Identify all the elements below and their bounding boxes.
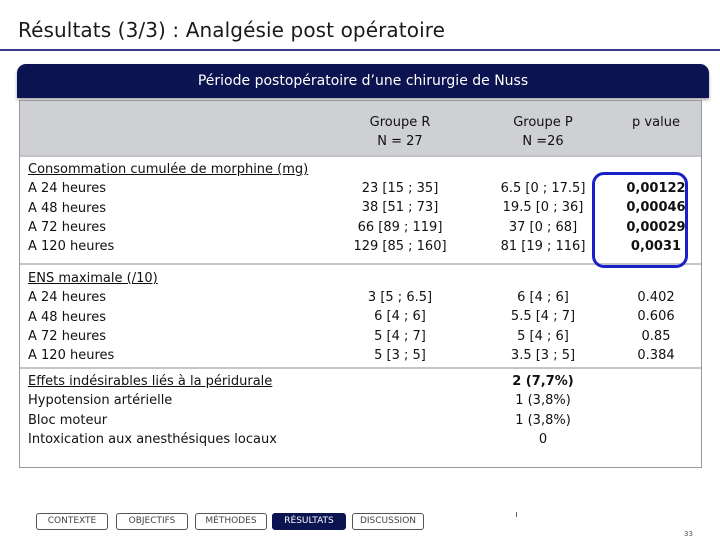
table-banner	[17, 64, 709, 98]
cell-value: 19.5 [0 ; 36]	[502, 200, 584, 216]
row-label: A 24 heures	[28, 290, 107, 306]
section-heading: ENS maximale (/10)	[28, 271, 158, 286]
cell-value: 37 [0 ; 68]	[508, 219, 578, 235]
cell-value: 0,00046	[626, 200, 686, 216]
nav-contexte[interactable]: CONTEXTE	[36, 513, 108, 530]
cell-value: 6 [4 ; 6]	[374, 309, 426, 325]
ens-p-value	[610, 288, 702, 365]
row-label: Bloc moteur	[28, 412, 108, 428]
cell-value: 1 (3,8%)	[515, 393, 571, 409]
section-effets-labels	[28, 372, 277, 449]
row-label: Intoxication aux anesthésiques locaux	[28, 431, 277, 447]
slide-title: Résultats (3/3) : Analgésie post opératoire	[18, 18, 446, 42]
section-ens-labels	[28, 269, 158, 365]
cell-value: 0,00122	[626, 181, 686, 196]
section-heading: Consommation cumulée de morphine (mg)	[28, 162, 309, 177]
p-value-highlight-box	[592, 172, 688, 268]
header-groupe-r	[338, 113, 462, 151]
cell-value: 66 [89 ; 119]	[357, 219, 443, 235]
nav-resultats[interactable]: RÉSULTATS	[272, 513, 346, 530]
cell-value: 23 [15 ; 35]	[361, 181, 439, 196]
ens-groupe-p	[482, 288, 604, 365]
row-label: A 72 heures	[28, 328, 107, 344]
row-label: A 72 heures	[28, 219, 107, 235]
cell-value: 5 [3 ; 5]	[374, 347, 426, 363]
section-divider	[20, 155, 701, 157]
row-label: A 48 heures	[28, 309, 107, 325]
header-groupe-r-name: Groupe R	[369, 115, 431, 130]
banner-title: Période postopératoire d’une chirurgie de Nuss	[197, 73, 529, 89]
row-label: A 24 heures	[28, 181, 107, 197]
morphine-groupe-r	[338, 179, 462, 256]
cell-value: 0,00029	[626, 219, 686, 235]
cell-value: 38 [51 ; 73]	[361, 200, 439, 216]
nav-methodes[interactable]: MÉTHODES	[195, 513, 267, 530]
row-label: Hypotension artérielle	[28, 393, 173, 409]
cell-value: 0,0031	[630, 238, 682, 254]
cell-value: 5 [4 ; 7]	[374, 328, 426, 344]
cell-value: 0	[538, 431, 548, 447]
section-morphine-labels	[28, 160, 308, 256]
cell-value: 3 [5 ; 6.5]	[367, 290, 433, 305]
nav-objectifs[interactable]: OBJECTIFS	[116, 513, 188, 530]
cell-value: 0.402	[637, 290, 675, 305]
morphine-groupe-p	[482, 179, 604, 256]
header-groupe-p-n: N =26	[522, 134, 564, 149]
cell-value: 6.5 [0 ; 17.5]	[500, 181, 586, 196]
effets-groupe-p	[482, 372, 604, 449]
cell-value: 81 [19 ; 116]	[500, 238, 586, 254]
footer-tick	[516, 512, 517, 517]
results-table	[19, 100, 702, 468]
cell-value: 0.384	[637, 347, 675, 363]
header-groupe-r-n: N = 27	[377, 134, 423, 149]
header-groupe-p-name: Groupe P	[513, 115, 573, 130]
cell-value: 3.5 [3 ; 5]	[510, 347, 576, 363]
cell-value: 5.5 [4 ; 7]	[510, 309, 576, 325]
section-heading: Effets indésirables liés à la péridurale	[28, 374, 273, 389]
title-underline	[0, 49, 720, 51]
nav-discussion[interactable]: DISCUSSION	[352, 513, 424, 530]
cell-value: 129 [85 ; 160]	[353, 238, 447, 254]
section-divider	[20, 367, 701, 369]
cell-value: 0.606	[637, 309, 675, 325]
header-p-value	[610, 113, 702, 132]
cell-value: 6 [4 ; 6]	[517, 290, 569, 305]
row-label: A 120 heures	[28, 239, 115, 255]
page-number: 33	[684, 530, 693, 538]
cell-value: 5 [4 ; 6]	[517, 328, 569, 344]
row-label: A 120 heures	[28, 348, 115, 364]
ens-groupe-r	[338, 288, 462, 365]
cell-value: 0.85	[641, 328, 671, 344]
row-label: A 48 heures	[28, 200, 107, 216]
cell-value: 1 (3,8%)	[515, 412, 571, 428]
header-groupe-p	[482, 113, 604, 151]
header-p-value-label: p value	[632, 115, 680, 130]
cell-total: 2 (7,7%)	[512, 374, 574, 389]
